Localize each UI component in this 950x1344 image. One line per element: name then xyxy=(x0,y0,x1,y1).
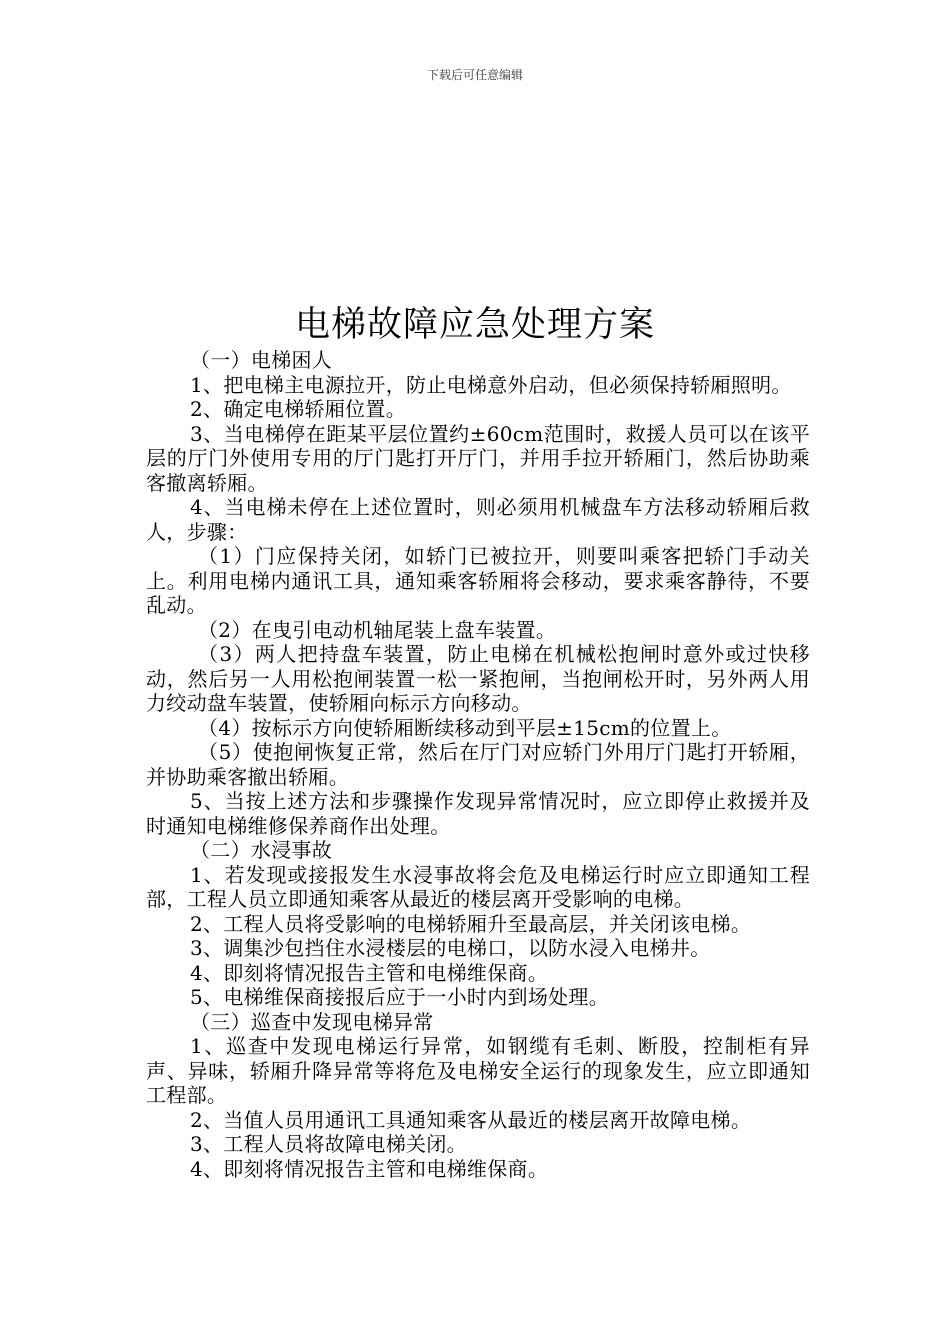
paragraph: 4、当电梯未停在上述位置时，则必须用机械盘车方法移动轿厢后救人，步骤： xyxy=(146,495,810,544)
paragraph: 1、把电梯主电源拉开，防止电梯意外启动，但必须保持轿厢照明。 xyxy=(190,372,792,397)
header-note: 下载后可任意编辑 xyxy=(426,68,523,82)
paragraph: 4、即刻将情况报告主管和电梯维保商。 xyxy=(190,960,549,985)
paragraph: 2、工程人员将受影响的电梯轿厢升至最高层，并关闭该电梯。 xyxy=(190,911,752,936)
paragraph: 5、电梯维保商接报后应于一小时内到场处理。 xyxy=(190,985,610,1009)
paragraph: （2）在曳引电动机轴尾装上盘车装置。 xyxy=(198,617,557,642)
document-title: 电梯故障应急处理方案 xyxy=(294,305,655,345)
paragraph: 3、当电梯停在距某平层位置约±60cm范围时，救援人员可以在该平层的厅门外使用专用的厅门匙打开厅门，并用手拉开轿厢门，然后协助乘客撤离轿厢。 xyxy=(146,421,810,495)
paragraph: 2、当值人员用通讯工具通知乘客从最近的楼层离开故障电梯。 xyxy=(190,1107,752,1132)
paragraph: （1）门应保持关闭，如轿门已被拉开，则要叫乘客把轿门手动关上。利用电梯内通讯工具，通知乘客轿厢将会移动，要求乘客静待，不要乱动。 xyxy=(146,544,810,617)
paragraph: （二）水浸事故 xyxy=(190,838,333,862)
paragraph: 1、若发现或接报发生水浸事故将会危及电梯运行时应立即通知工程部，工程人员立即通知乘客从最近的楼层离开受影响的电梯。 xyxy=(146,862,810,911)
paragraph: 5、当按上述方法和步骤操作发现异常情况时，应立即停止救援并及时通知电梯维修保养商作出处理。 xyxy=(146,789,810,838)
paragraph: （5）使抱闸恢复正常，然后在厅门对应轿门外用厅门匙打开轿厢，并协助乘客撤出轿厢。 xyxy=(146,740,810,789)
paragraph: 1、巡查中发现电梯运行异常，如钢缆有毛刺、断股，控制柜有异声、异味，轿厢升降异常等将危及电梯安全运行的现象发生，应立即通知工程部。 xyxy=(146,1034,810,1107)
paragraph: 3、调集沙包挡住水浸楼层的电梯口，以防水浸入电梯井。 xyxy=(190,936,711,960)
paragraph: （4）按标示方向使轿厢断续移动到平层±15cm的位置上。 xyxy=(198,715,732,740)
paragraph: 3、工程人员将故障电梯关闭。 xyxy=(190,1132,467,1156)
paragraph: （一）电梯困人 xyxy=(190,348,333,372)
paragraph: 4、即刻将情况报告主管和电梯维保商。 xyxy=(190,1156,549,1181)
document-body xyxy=(146,348,810,1181)
paragraph: 2、确定电梯轿厢位置。 xyxy=(190,397,407,421)
paragraph: （三）巡查中发现电梯异常 xyxy=(190,1009,434,1034)
paragraph: （3）两人把持盘车装置，防止电梯在机械松抱闸时意外或过快移动，然后另一人用松抱闸装置一松一紧抱闸，当抱闸松开时，另外两人用力绞动盘车装置，使轿厢向标示方向移动。 xyxy=(146,642,810,715)
